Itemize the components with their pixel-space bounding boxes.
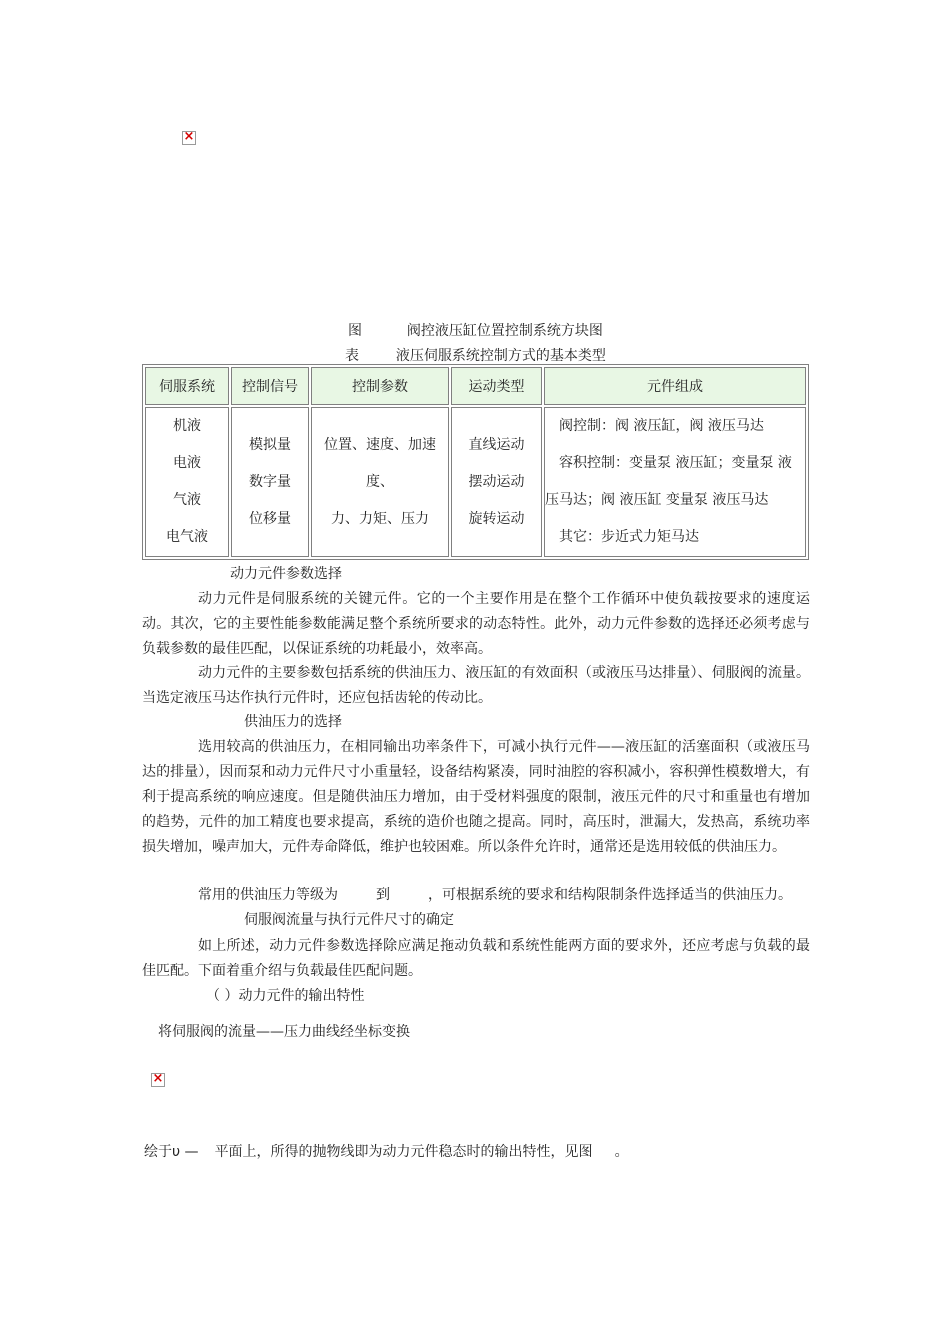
header-cell: 控制参数 [311, 367, 449, 405]
header-cell: 伺服系统 [145, 367, 229, 405]
figure-label: 图 [348, 323, 362, 339]
cell-line: 电液 [173, 455, 201, 471]
section-title: 动力元件参数选择 [230, 566, 342, 582]
paragraph: 动力元件的主要参数包括系统的供油压力、液压缸的有效面积（或液压马达排量）、伺服阀的流量。当选定液压马达作执行元件时，还应包括齿轮的传动比。 [142, 665, 810, 706]
servo-systems-cell [145, 407, 229, 557]
cell-line: 其它：步近式力矩马达 [559, 529, 699, 545]
table-row [145, 407, 806, 557]
header-cell: 运动类型 [451, 367, 542, 405]
header-cell: 元件组成 [544, 367, 806, 405]
table-label: 表 [345, 348, 359, 364]
text-fragment: 绘于 [144, 1144, 172, 1160]
paragraph: 将伺服阀的流量——压力曲线经坐标变换 [158, 1024, 410, 1040]
cell-line: 位置、速度、加速度、 [324, 436, 436, 490]
paragraph-output-characteristic [144, 1141, 629, 1161]
broken-image-icon [182, 131, 196, 145]
paragraph: 如上所述，动力元件参数选择除应满足拖动负载和系统性能两方面的要求外，还应考虑与负载的最佳匹配。下面着重介绍与负载最佳匹配问题。 [142, 938, 810, 979]
control-params-cell [311, 407, 449, 557]
cell-line: 电气液 [166, 529, 208, 545]
section-title: 供油压力的选择 [244, 714, 342, 730]
cell-line: 阀控制：阀 液压缸，阀 液压马达 [559, 418, 764, 434]
paragraph-pressure-levels [198, 884, 792, 904]
text-fragment: 。 [614, 1144, 629, 1160]
text-fragment: ，可根据系统的要求和结构限制条件选择适当的供油压力。 [428, 887, 792, 903]
table-header-row [145, 367, 806, 405]
text-fragment: 常用的供油压力等级为 [198, 887, 338, 903]
cell-line: 压马达；阀 液压缸 变量泵 液压马达 [545, 492, 769, 508]
cell-line: 旋转运动 [468, 510, 525, 527]
section-title: 伺服阀流量与执行元件尺寸的确定 [244, 912, 454, 928]
figure-caption [348, 320, 603, 340]
servo-control-table [142, 364, 809, 560]
paragraph: 选用较高的供油压力，在相同输出功率条件下，可减小执行元件——液压缸的活塞面积（或液压马达的排量），因而泵和动力元件尺寸小重量轻，设备结构紧凑，同时油腔的容积减小，容积弹性模数增大，有利于提高系统的响应速度。但是随供油压力增加，由于受材料强度的限制，液压元件的尺寸和重量也有增加的趋势，元件的加工精度也要求提高，系统的造价也随之提高。同时，高压时，泄漏大，发热高，系统功率损失增加，噪声加大，元件寿命降低，维护也较困难。所以条件允许时，通常还是选用较低的供油压力。 [142, 739, 810, 855]
control-signals-cell [231, 407, 309, 557]
table-caption [345, 345, 606, 365]
figure-title: 阀控液压缸位置控制系统方块图 [406, 323, 603, 339]
cell-line: 模拟量 [249, 436, 291, 453]
header-cell: 控制信号 [231, 367, 309, 405]
cell-line: 容积控制：变量泵 液压缸；变量泵 液 [559, 455, 792, 471]
broken-image-icon [151, 1073, 165, 1087]
paragraph: 动力元件是伺服系统的关键元件。它的一个主要作用是在整个工作循环中使负载按要求的速度运动。其次，它的主要性能参数能满足整个系统所要求的动态特性。此外，动力元件参数的选择还必须考虑与负载参数的最佳匹配，以保证系统的功耗最小，效率高。 [142, 591, 810, 657]
cell-line: 摆动运动 [468, 473, 525, 490]
cell-line: 位移量 [249, 510, 291, 527]
cell-line: 力、力矩、压力 [331, 510, 429, 527]
table-title: 液压伺服系统控制方式的基本类型 [395, 348, 606, 364]
text-fragment: υ — [172, 1144, 199, 1160]
cell-line: 气液 [173, 492, 201, 508]
cell-line: 直线运动 [468, 436, 525, 453]
cell-line: 数字量 [249, 473, 291, 490]
text-fragment: 平面上，所得的抛物线即为动力元件稳态时的输出特性，见图 [214, 1144, 593, 1160]
cell-line: 机液 [173, 418, 201, 434]
motion-types-cell [451, 407, 542, 557]
components-cell [544, 407, 806, 557]
subsection-title: （ ）动力元件的输出特性 [206, 988, 365, 1004]
text-fragment: 到 [376, 887, 390, 903]
